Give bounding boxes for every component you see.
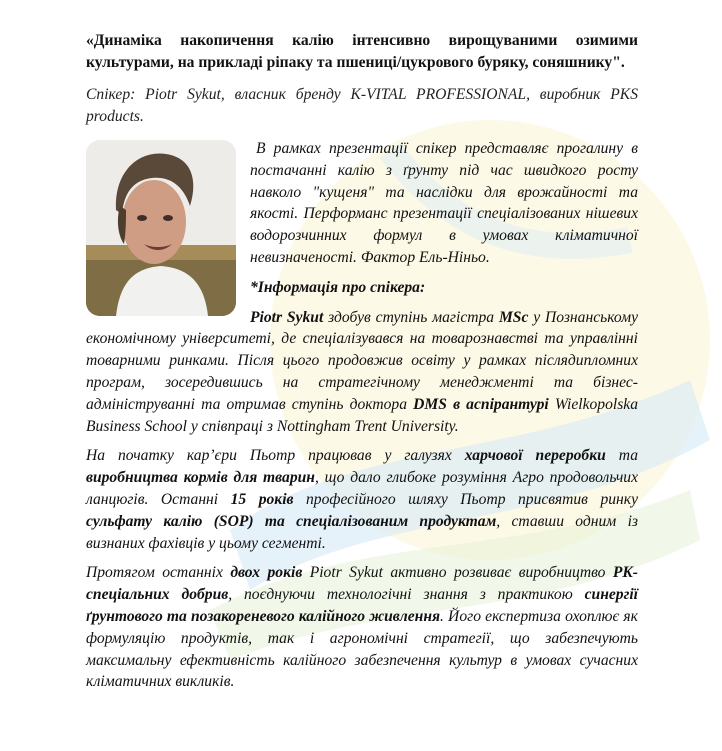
bio-paragraph-education <box>86 307 638 438</box>
bio-text-bold: 15 років <box>230 490 294 508</box>
speaker-info-heading: *Інформація про спікера: <box>250 278 426 296</box>
bio-text-bold: DMS в аспірантурі <box>413 395 549 413</box>
bio-text-bold: двох років <box>230 564 303 582</box>
speaker-bio-section <box>86 138 638 693</box>
bio-text-bold: харчової переробки <box>464 447 606 465</box>
bio-paragraph-recent <box>86 562 638 693</box>
bio-paragraph-career <box>86 445 638 554</box>
bio-text: , поєднуючи технологічні знання з практикою <box>228 586 585 604</box>
bio-text-bold: MSc <box>498 308 529 326</box>
bio-text: здобув ступінь магістра <box>323 308 499 326</box>
bio-text: та <box>605 447 638 465</box>
bio-text: На початку кар’єри Пьотр працював у галузях <box>86 447 465 465</box>
bio-text-bold: Piotr Sykut <box>250 308 324 326</box>
bio-text-bold: виробництва кормів для тварин <box>86 469 315 487</box>
bio-text-bold: сульфату калію (SOP) та спеціалізованим продуктам <box>86 512 497 530</box>
bio-text: у Познанському економічному університеті, де спеціалізувався на товарознавстві та управлінні товарними ринками. Після цього продовжив освіту у рамках післядипломних програм, зосередившись на стратегічному менеджменті та бізнес-адмініструванні та отримав ступінь доктора <box>86 308 638 413</box>
bio-text: Wielkopolska Business School у співпраці з Nottingham Trent University. <box>86 395 639 435</box>
document-title: «Динаміка накопичення калію інтенсивно вирощуваними озимими культурами, на прикладі ріпаку та пшениці/цукрового буряку, соняшнику". <box>86 32 638 71</box>
bio-text: професійного шляху Пьотр присвятив ринку <box>293 490 638 508</box>
bio-text: . Його експертиза охоплює як формуляцію продуктів, так і агрономічні стратегії, що забезпечують максимальну ефективність калійного забезпечення культур в умовах сучасних кліматичних викликів. <box>86 607 638 691</box>
speaker-line: Спікер: Piotr Sykut, власник бренду K-VITAL PROFESSIONAL, виробник PKS products. <box>86 86 638 125</box>
bio-text-bold: PK-спеціальних добрив <box>86 564 638 604</box>
document-page <box>86 30 638 693</box>
bio-text: Протягом останніх <box>86 564 231 582</box>
bio-text: , що дало глибоке розуміння Агро продовольчих ланцюгів. Останні <box>86 469 638 508</box>
presentation-intro: В рамках презентації спікер представляє прогалину в постачанні калію з ґрунту під час швидкого росту навколо "кущеня" та наслідки для врожайності та якості. Перформанс презентації спеціалізованих нішевих водорозчинних формул в умовах кліматичної невизначеності. Фактор Ель-Ніньо. <box>250 140 638 266</box>
bio-text: Piotr Sykut активно розвиває виробництво <box>302 564 613 582</box>
speaker-photo <box>86 140 236 316</box>
bio-text-bold: синергії ґрунтового та позакореневого калійного живлення <box>86 586 638 625</box>
bio-text: , ставши одним із визнаних фахівців у цьому сегменті. <box>86 512 638 552</box>
